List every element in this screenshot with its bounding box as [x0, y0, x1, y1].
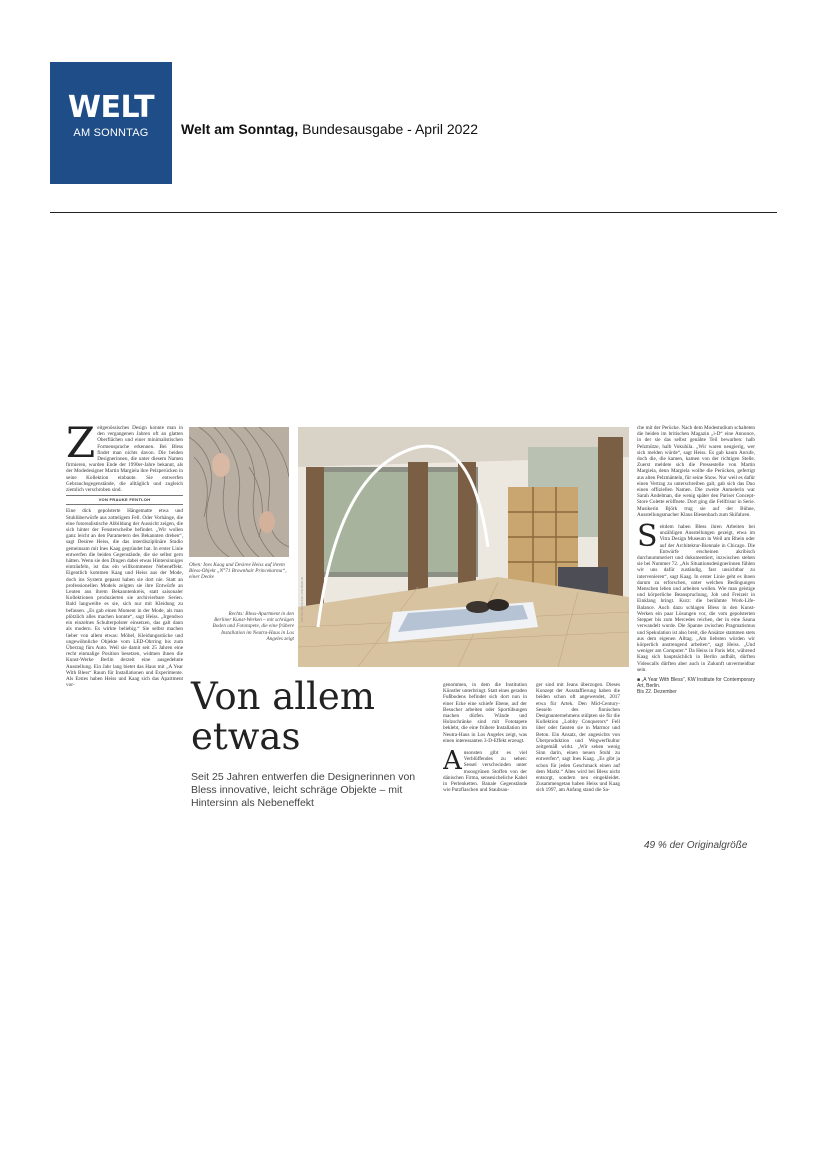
author-byline: VON FRAUKE FENTLOH: [66, 495, 183, 505]
dropcap-z: Z: [66, 425, 96, 467]
exhibition-info: ■ „A Year With Bless“, KW Institute for Contemporary Art, Berlin.: [637, 676, 755, 689]
welt-logo: [50, 62, 172, 184]
article-body-3a: genommen, in dem die Institution Künstler unterbringt. Statt eines geraden Fußbodens befindet sich dort nun in einer Ecke eine schiefe Ebene, auf der Besucher arbeiten oder Sportübungen machen dürfen. Wände und Holzschränke sind mit Fototapete beklebt, die eine frühere Installation im Neutra-Haus in Los Angeles zeigt, was einen interessanten 3-D-Effekt erzeugt.: [443, 682, 527, 744]
source-line: [181, 120, 478, 138]
caption-top: Oben: Ines Kaag und Desiree Heiss auf ihrem Bless-Objekt „N°71 Brownhair Princekarma“, einer Decke: [189, 562, 287, 581]
logo-subline: AM SONNTAG: [73, 127, 149, 139]
article-body-1: Eine dick gepolsterte Hängematte etwa und Stuhlüberwürfe aus zotteligem Fell. Oder Vorhänge, die eine fotorealistische Abbildung der Aussicht zeigen, die sich hinter der Fensterscheibe befindet. „Wir wollen ganz leicht an den Parametern des Bekannten drehen“, sagt Desiree Heiss, die das interdisziplinäre Studio gemeinsam mit Ines Kaag gegründet hat. In erster Linie entwerfen die beiden Gegenstände, die sie selbst gern hätten. Wenn sie den Dingen dabei etwas Hintersinniges einträufeln, ist das ein willkommener Nebeneffekt. Eigentlich kommen Kaag und Heiss aus der Mode, doch ins System gepasst haben sie dort nie. Statt an professionellen Models zeigten sie ihre Entwürfe an Leuten aus ihrem Bekanntenkreis, statt saisonaler Kollektionen produzierten sie archivierbare Serien. Bald langweilte es sie, sich nur mit Kleidung zu befassen. „Es gab einen Moment in der Mode, als man plötzlich alles machen konnte“, sagt Heiss. „Irgendwo ein einzelnes Schulterpolster einsetzen, das galt dann als modern. Es wirkte beliebig.“ Sie selbst machen lieber von allem etwas: Möbel, Kleidungsstücke und ungewöhnliche Objekte vom LED-Ohrring bis zum Überzug fürs Auto. Weil sie damit seit 25 Jahren eine recht einmalige Position besetzen, widmen ihnen die Kunst-Werke Berlin derzeit eine ausgedehnte Ausstellung. Ein Jahr lang bietet das Haus mit „A Year With Bless“ Raum für Installationen und Experimente. Als Erstes haben Heiss und Kaag sich das Apartment vor-: [66, 508, 183, 689]
article-body-3b: nsonsten gibt es viel Verblüffendes zu sehen: Sessel verschwinden unter moosgrünen Stoffen von der dänischen Firma, sensesicheliche Kabel in Perlenketten. Banale Gegenstände wie Putzflaschen und Staubsau-: [443, 750, 527, 794]
exhibition-date: Bis 22. Dezember: [637, 688, 677, 695]
article-headline: Von allem etwas: [191, 675, 375, 758]
article-intro: eitgenössisches Design konnte man in den vergangenen Jahren oft an glatten Oberflächen und einer minimalistischen Formensprache erkennen. Bei Bless findet man nichts davon. Die beiden Designerinnen, die unter diesem Namen firmieren, wurden Ende der 1990er-Jahre bekannt, als der Modedesigner Martin Margiela ihre Pelzperücken in seine Kollektion einbaute. Sie entwerfen Gebrauchsgegenstände, die alltäglich und zugleich ziemlich verschroben sind.: [66, 425, 183, 494]
dropcap-a: A: [443, 746, 462, 777]
hair-photo-image: [189, 427, 289, 557]
publication-name: Welt am Sonntag,: [181, 121, 299, 137]
edition-date: Bundesausgabe - April 2022: [298, 121, 479, 137]
article-column-1: [66, 425, 183, 840]
article-column-3: [443, 682, 527, 837]
apartment-photo-image: [298, 427, 629, 667]
article-subhead: Seit 25 Jahren entwerfen die Designerinnen von Bless innovative, leicht schräge Objekte – mit Hintersinn als Nebeneffekt: [191, 771, 416, 809]
scale-note: 49 % der Originalgröße: [644, 840, 748, 851]
article-body-5a: che mit der Perücke. Nach dem Modestudium schalteten die beiden im britischen Magazin „i-D“ eine Annonce, in der sie das selbst genähte Teil bewarben: halb Pelzmütze, halb Vokuhila. „Wir waren neugierig, wer sich melden würde“, sagt Heiss. Es gab kaum Anrufe, doch die, die kamen, kamen von der richtigen Stelle. Zuerst meldete sich die Pressestelle von Martin Margiela, denn Margiela wollte die Perücken, gefertigt aus alten Pelzmänteln, für seine Show. Nur weil es dafür einen Vertrag zu unterschreiben galt, gab sich das Duo einen offiziellen Namen. Die zweite Anmelerin war Sarah Andelman, die wenig später den Pariser Concept-Store Colette eröffnete. Dort ging die Fellfrisur in Serie. Musikerin Björk trug sie auf der Bühne, Ausstellungsmacher Klaus Biesenbach zum Skifahren.: [637, 425, 755, 518]
article-body-4: ger sind mit Jeans überzogen. Dieses Konzept der Ausstaffierung haben die beiden schon oft angewendet, 2017 etwa für Artek. Den Mid-Century-Sesseln des finnischen Designunternehmens stülpten sie für die Kollektion „Lobby Conquerors“ Fell über oder fassten sie in Marmor und Beton. Ein Ansatz, der angesichts von Überproduktion und Wegwerfkultur zeitgemäß wirkt. „Wir sehen wenig Sinn darin, einen neuen Stuhl zu entwerfen“, sagt Ines Kaag. „Es gibt ja schon für jeden Geschmack einen auf dem Markt.“ Altes wird bei Bless nicht entsorgt, sondern neu eingekleidet. Zusammengetan haben Heiss und Kaag sich 1997, am Anfang stand die Sa-: [536, 682, 620, 794]
dropcap-s: S: [637, 519, 658, 555]
photo-bless-apartment: [298, 427, 629, 667]
photo-designers-hair: [189, 427, 289, 557]
caption-right: Rechts: Bless-Apartment in den Berliner Kunst-Werken – mit schrägen Boden und Fototapete, die eine frühere Installation im Neutra-Haus in Los Angeles zeigt: [212, 611, 294, 642]
article-column-4: [536, 682, 620, 837]
logo-wordmark: WELT: [67, 90, 155, 125]
article-column-5: [637, 425, 755, 837]
header-divider: [50, 212, 777, 213]
article-body-5b: eitdem haben Bless ihren Arbeiten bei unzähligen Ausstellungen gezeigt, etwa im Vitra Design Museum in Weil am Rhein oder auf der Architektur-Biennale in Chicago. Die Entwürfe erscheinen akribisch durchnummeriert und dokumentiert, inzwischen stehen sie bei Nummer 72. „Als Situationsdesignerinnen fühlen wir uns dafür zuständig, fast unsichtbar zu intervenieren“, sagt Kaag. In erster Linie geht es ihnen darum zu erforschen, unter welchen Bedingungen Menschen leben und arbeiten wollen. Wie man geistige und körperliche Beanspruchung, Job und Freizeit in Einklang bringt. Kurz: die berühmte Work-Life-Balance. Auch dazu schlagen Bless in den Kunst-Werken ein paar Lösungen vor, die vom gepolsterten Stepper bis zum Mercedes reichen, der in eine Sauna verwandelt wurde. Die Spanne zwischen Pragmatismus und Spekulation ist also breit, die Ansätze stammen stets aus dem eigenen Alltag. „Am liebsten würden wir körperlich anstrengend arbeiten“, sagt Heiss. „Und weniger am Computer.“ Da Heiss in Paris lebt, während Kaag sich hauptsächlich in Berlin aufhält, dürften Videocalls dürften aber auch in Zukunft unvermeidbar sein.: [637, 524, 755, 673]
photo-credit: FRANK SPERLING / KW BERLIN: [300, 577, 304, 623]
